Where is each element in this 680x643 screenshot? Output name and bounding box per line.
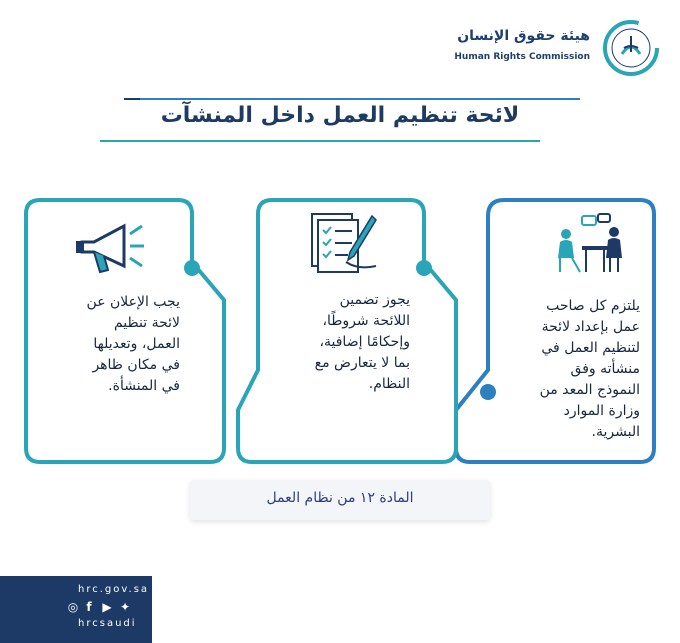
page-title: لائحة تنظيم العمل داخل المنشآت <box>160 103 520 128</box>
website-text[interactable]: hrc.gov.sa <box>78 584 150 595</box>
card-1-text: يلتزم كل صاحب عمل بإعداد لائحة لتنظيم العمل في منشأته وفق النموذج المعد من وزارة الموارد البشرية. <box>539 298 640 440</box>
social-footer <box>0 576 152 643</box>
card-3-text: يجب الإعلان عن لائحة تنظيم العمل، وتعديلها في مكان ظاهر في المنشأة. <box>86 294 180 394</box>
facebook-icon[interactable]: f <box>86 600 92 614</box>
twitter-icon[interactable]: ✦ <box>119 600 131 614</box>
checklist-pen-icon <box>306 210 380 276</box>
article-reference <box>190 480 490 520</box>
instagram-icon[interactable]: ◎ <box>67 600 79 614</box>
card-2-text: يجوز تضمين اللائحة شروطًا، وإحكامًا إضافية، بما لا يتعارض مع النظام. <box>314 292 410 392</box>
meeting-people-icon <box>552 212 628 276</box>
social-handle-text[interactable]: hrcsaudi <box>78 618 137 629</box>
article-reference-text: المادة ١٢ من نظام العمل <box>266 490 414 506</box>
youtube-icon[interactable]: ▶ <box>102 600 112 614</box>
megaphone-icon <box>72 214 152 278</box>
logo-arabic-name: هيئة حقوق الإنسان <box>457 28 590 44</box>
logo-english-name: Human Rights Commission <box>454 52 590 62</box>
